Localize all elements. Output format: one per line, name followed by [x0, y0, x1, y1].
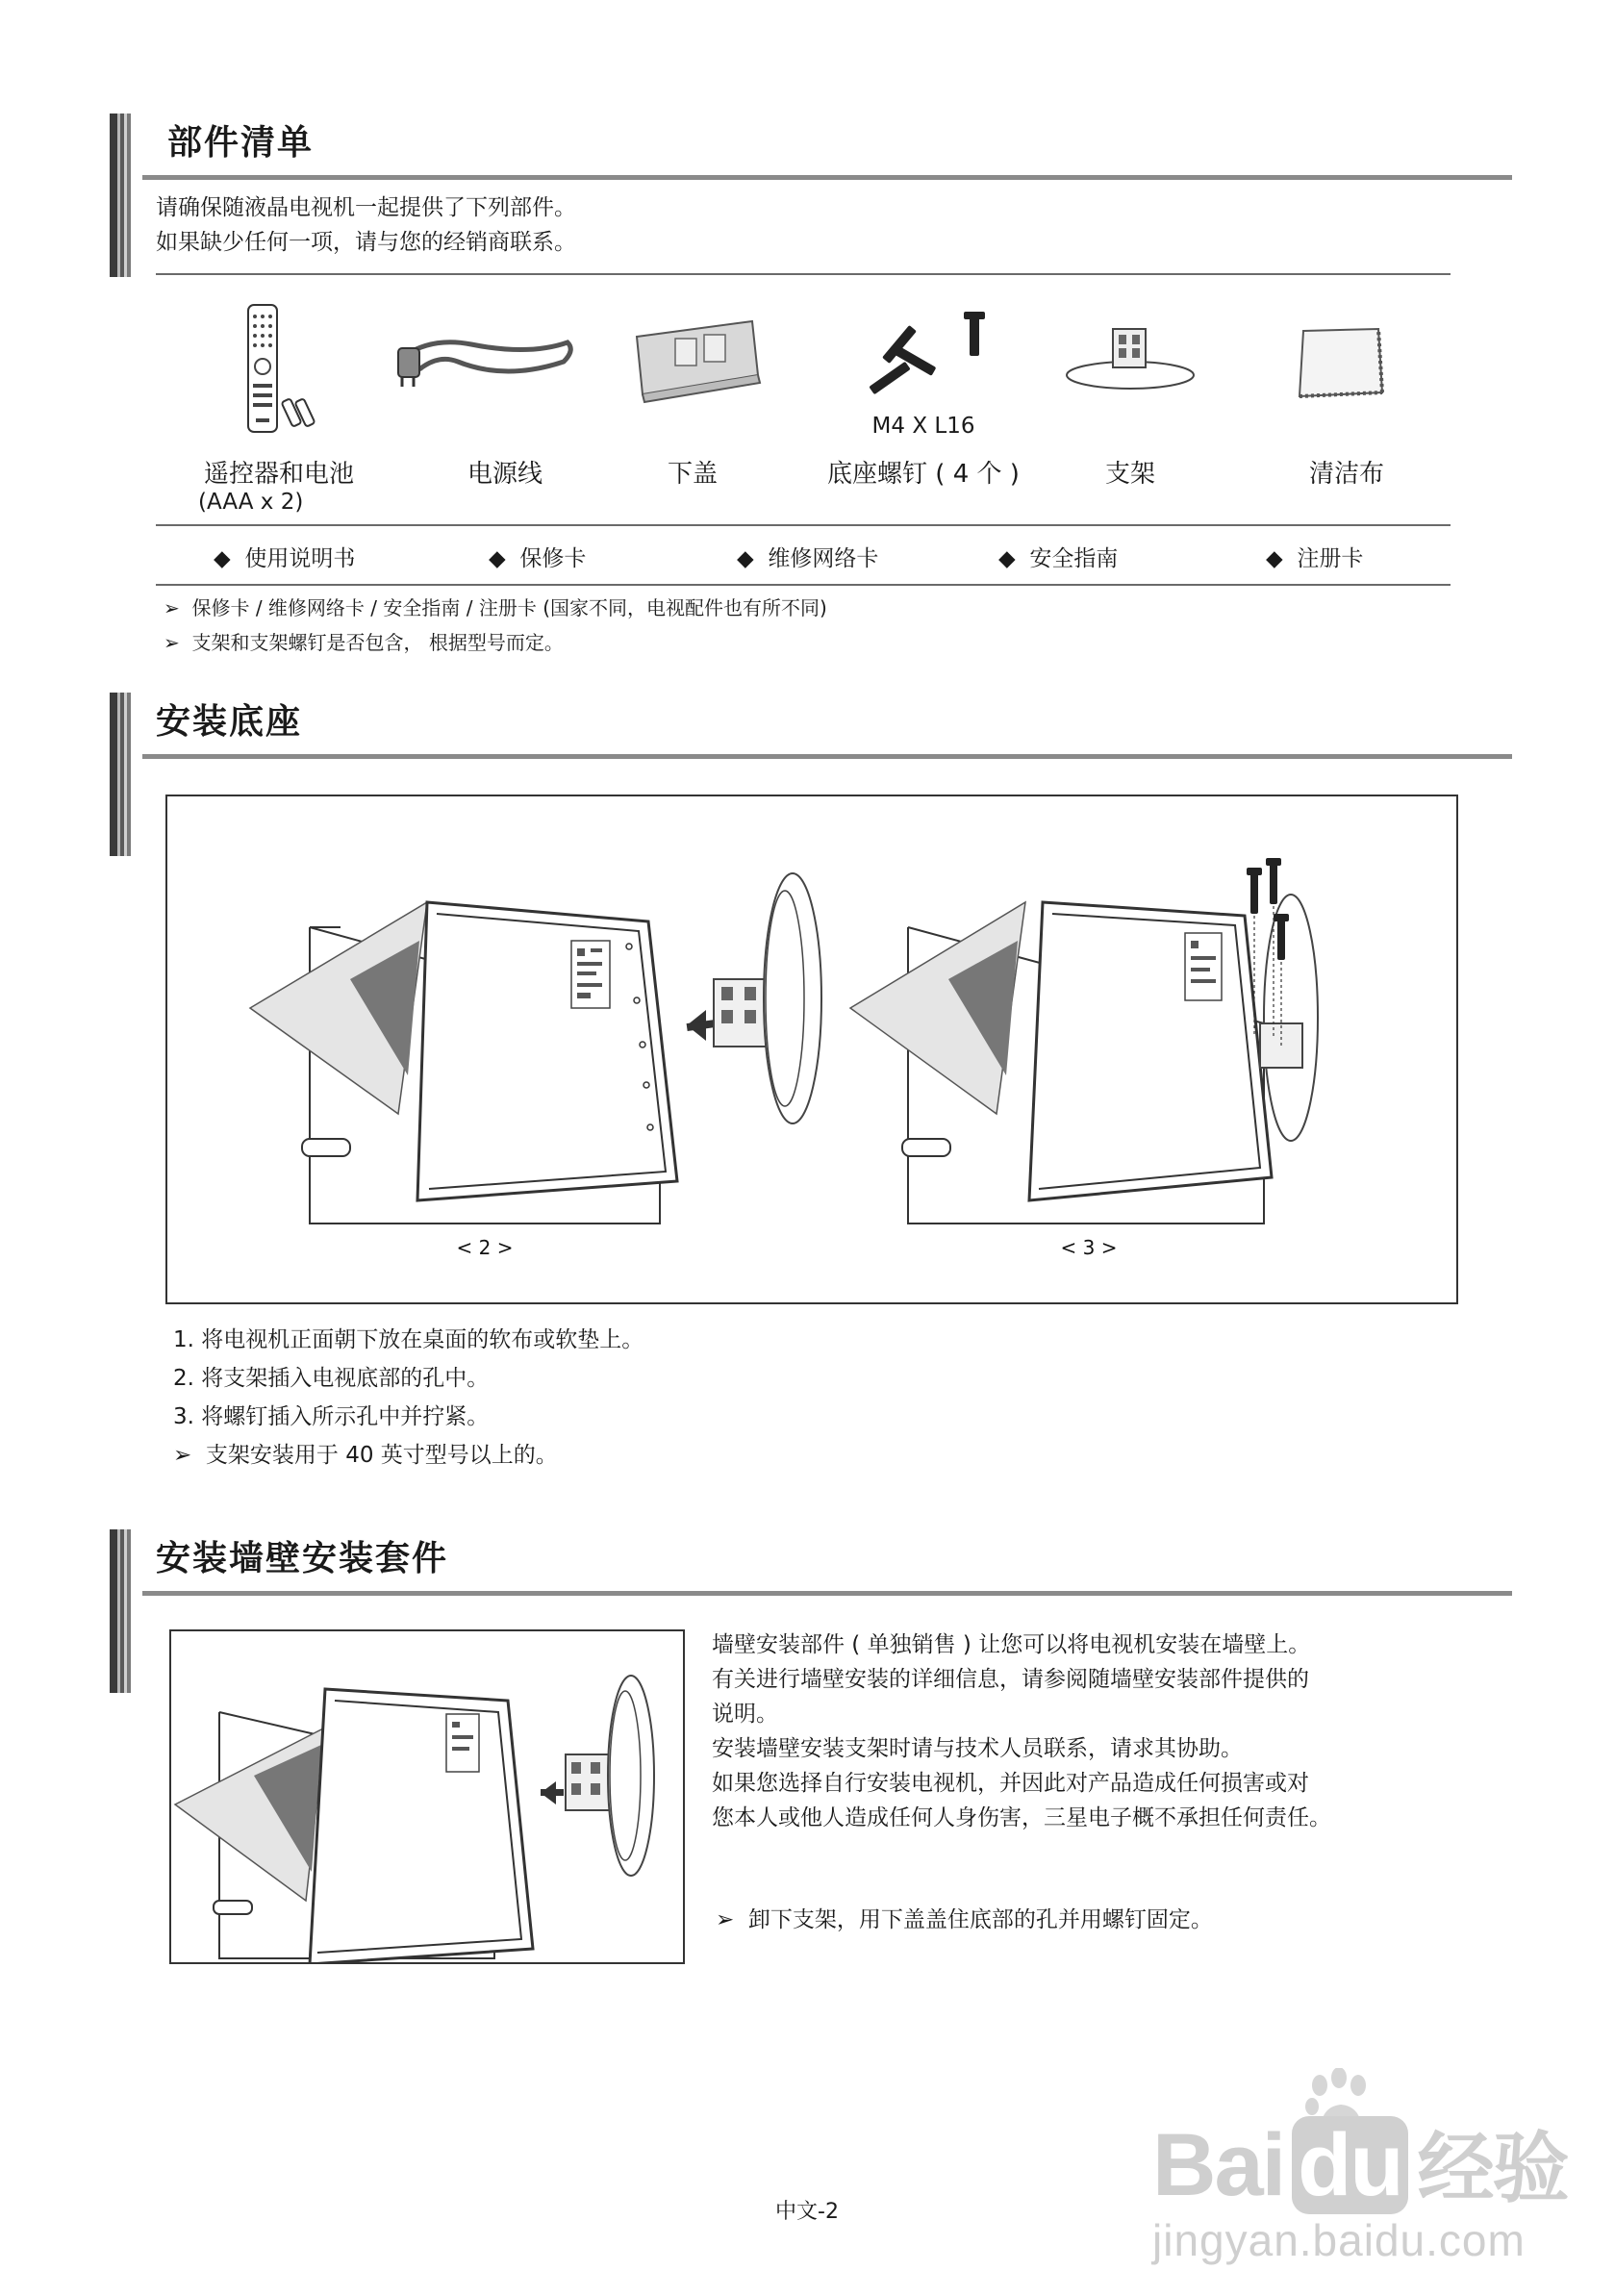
watermark-brand: [1152, 2107, 1568, 2217]
figure-3-caption: < 3 >: [1060, 1236, 1118, 1259]
watermark-brand-bai: Bai: [1152, 2116, 1285, 2214]
diamond-bullet-icon: ◆: [737, 546, 754, 571]
watermark-cn: 经验: [1417, 2126, 1568, 2211]
remote-control-icon: [240, 303, 327, 438]
part-label: 下盖: [667, 460, 718, 489]
figure-3: [850, 858, 1318, 1224]
section-title-wall-mount: 安装墙壁安装套件: [156, 1539, 449, 1578]
wall-description: [712, 1627, 1331, 1835]
bottom-cover-icon: [627, 317, 762, 404]
doc-item: [998, 541, 1118, 572]
doc-item-label: 保修卡: [519, 546, 587, 571]
doc-item-label: 安全指南: [1029, 546, 1119, 571]
doc-item: [737, 541, 878, 572]
doc-item-label: 维修网络卡: [768, 546, 879, 571]
wall-line: 您本人或他人造成任何人身伤害，三星电子概不承担任何责任。: [712, 1805, 1331, 1830]
arrow-note-icon: ➢: [164, 631, 180, 654]
stand-step: 3. 将螺钉插入所示孔中并拧紧。: [173, 1404, 490, 1429]
watermark-url: jingyan.baidu.com: [1152, 2215, 1526, 2265]
figure-2: [250, 873, 821, 1224]
section-marker: [110, 114, 131, 277]
part-label: 遥控器和电池: [203, 460, 354, 489]
arrow-note-icon: ➢: [164, 596, 180, 619]
part-cleaning-cloth: [1270, 454, 1424, 490]
diamond-bullet-icon: ◆: [489, 546, 506, 571]
part-screws: [808, 454, 1039, 490]
wall-diagram-box: [169, 1629, 685, 1964]
section-rule: [142, 754, 1512, 759]
section-rule: [142, 175, 1512, 180]
watermark-brand-du: du: [1292, 2116, 1407, 2214]
parts-mid-rule: [156, 524, 1451, 526]
stand-note: [173, 1436, 643, 1475]
wall-line: 墙壁安装部件 ( 单独销售 ) 让您可以将电视机安装在墙壁上。: [712, 1632, 1311, 1657]
note-text: 支架和支架螺钉是否包含， 根据型号而定。: [191, 631, 564, 654]
wall-line: 安装墙壁安装支架时请与技术人员联系，请求其协助。: [712, 1736, 1243, 1761]
part-label: 支架: [1104, 460, 1155, 489]
stand-icon: [1063, 319, 1198, 396]
part-remote: [173, 454, 385, 515]
stand-diagram-box: [165, 795, 1458, 1304]
section-rule: [142, 1591, 1512, 1596]
parts-intro: [156, 190, 576, 260]
diamond-bullet-icon: ◆: [1266, 546, 1283, 571]
part-stand: [1058, 454, 1202, 490]
wall-note: [716, 1903, 1213, 1937]
section-marker: [110, 693, 131, 856]
parts-bottom-rule: [156, 584, 1451, 586]
part-power-cord: [404, 454, 606, 490]
parts-top-rule: [156, 273, 1451, 275]
note-text: 卸下支架，用下盖盖住底部的孔并用螺钉固定。: [747, 1907, 1213, 1932]
parts-intro-line1: 请确保随液晶电视机一起提供了下列部件。: [156, 195, 576, 220]
doc-item: [1266, 541, 1363, 572]
doc-item-label: 使用说明书: [244, 546, 356, 571]
wall-line: 说明。: [712, 1702, 778, 1727]
arrow-note-icon: ➢: [716, 1907, 735, 1932]
part-screw-spec: [827, 414, 1020, 439]
parts-note-1: [164, 593, 827, 623]
parts-note-2: [164, 627, 564, 658]
figure-2-caption: < 2 >: [456, 1236, 514, 1259]
note-text: 保修卡 / 维修网络卡 / 安全指南 / 注册卡 (国家不同，电视配件也有所不同): [191, 596, 827, 619]
parts-intro-line2: 如果缺少任何一项，请与您的经销商联系。: [156, 230, 576, 255]
diamond-bullet-icon: ◆: [998, 546, 1016, 571]
doc-item: [214, 541, 355, 572]
part-label: 清洁布: [1308, 460, 1384, 489]
screw-spec: M4 X L16: [871, 414, 975, 439]
page-number: 中文-2: [775, 2200, 839, 2224]
doc-item-label: 注册卡: [1297, 546, 1364, 571]
cleaning-cloth-icon: [1294, 325, 1390, 402]
section-marker: [110, 1529, 131, 1693]
screws-icon: [856, 310, 991, 406]
part-bottom-cover: [616, 454, 770, 490]
wall-line: 如果您选择自行安装电视机，并因此对产品造成任何损害或对: [712, 1771, 1309, 1796]
part-label: 电源线: [467, 460, 543, 489]
power-cord-icon: [394, 327, 577, 394]
part-sub: (AAA x 2): [198, 490, 304, 515]
note-text: 支架安装用于 40 英寸型号以上的。: [205, 1443, 558, 1468]
stand-step: 2. 将支架插入电视底部的孔中。: [173, 1366, 490, 1391]
stand-steps: [173, 1321, 643, 1475]
wall-line: 有关进行墙壁安装的详细信息，请参阅随墙壁安装部件提供的: [712, 1667, 1309, 1692]
wall-mount-diagram: [171, 1631, 683, 1962]
diamond-bullet-icon: ◆: [214, 546, 231, 571]
section-title-stand: 安装底座: [156, 702, 303, 742]
arrow-note-icon: ➢: [173, 1443, 192, 1468]
section-title-parts: 部件清单: [167, 123, 315, 163]
stand-step: 1. 将电视机正面朝下放在桌面的软布或软垫上。: [173, 1327, 644, 1352]
part-label: 底座螺钉 ( 4 个 ): [827, 460, 1020, 489]
stand-installation-diagram: [167, 796, 1456, 1302]
doc-item: [489, 541, 586, 572]
